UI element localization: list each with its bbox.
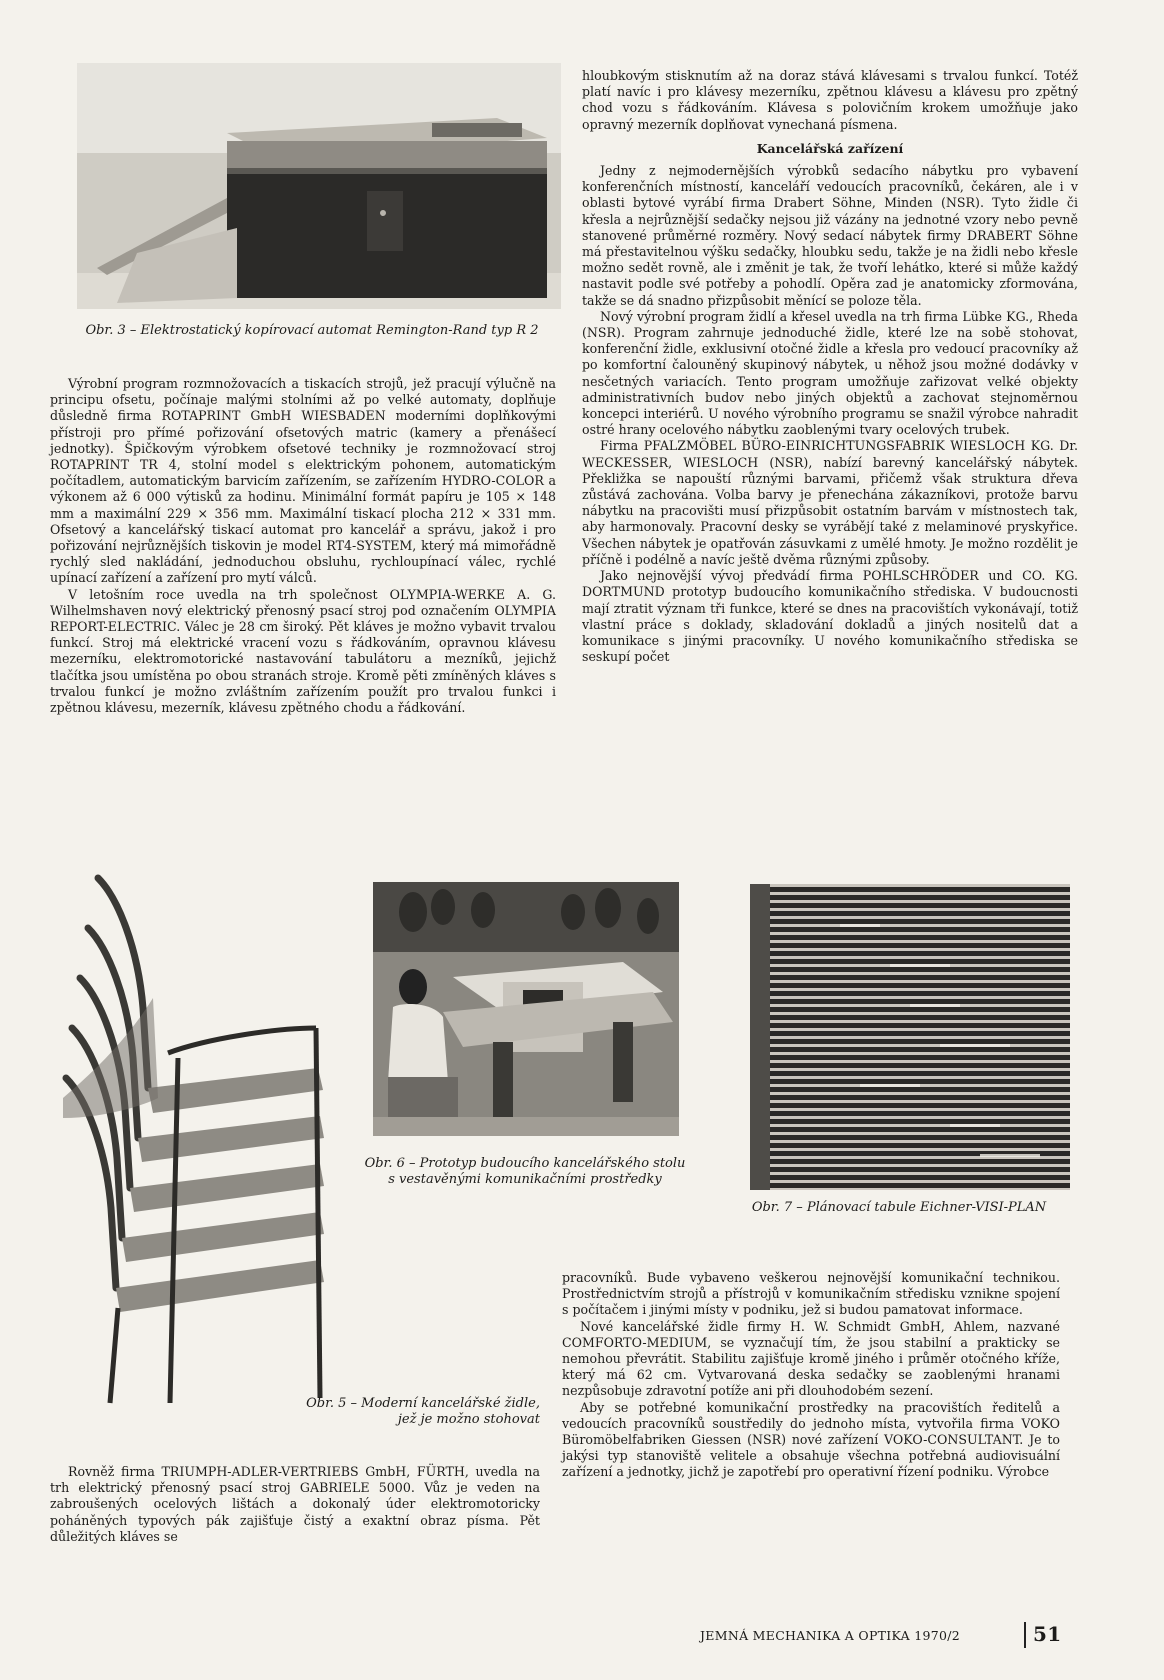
journal-name: JEMNÁ MECHANIKA A OPTIKA 1970/2: [700, 1628, 961, 1643]
page-footer: [700, 1620, 1120, 1650]
bottom-right-paragraph-1: pracovníků. Bude vybaveno veškerou nejnovější komunikační technikou. Prostřednictvím strojů a přístrojů v komunikačním středisku vznikne spojení s počítačem i jinými místy v podniku, jež si budou pamatovat informace.: [562, 1270, 1060, 1318]
figure-7-caption: Obr. 7 – Plánovací tabule Eichner-VISI-PLAN: [751, 1200, 1047, 1215]
figure-3-caption: Obr. 3 – Elektrostatický kopírovací automat Remington-Rand typ R 2: [85, 323, 539, 338]
right-column: [582, 68, 1078, 665]
figure-5-caption: Obr. 5 – Moderní kancelářské židle, jež je možno stohovat: [306, 1396, 540, 1427]
right-paragraph-4: Jako nejnovější vývoj předvádí firma POHLSCHRÖDER und CO. KG. DORTMUND prototyp budoucího komunikačního střediska. V budoucnosti mají ztratit význam tři funkce, které se dnes na pracovištích vykonávají, totiž vlastní práce s doklady, skladování dokladů a jiných nositelů dat a komunikace s jinými pracovníky. U nového komunikačního střediska se seskupí počet: [582, 568, 1078, 665]
left-column: [50, 376, 556, 716]
right-paragraph-3: Firma PFALZMÖBEL BÜRO-EINRICHTUNGSFABRIK WIESLOCH KG. Dr. WECKESSER, WIESLOCH (NSR), nabízí barevný kancelářský nábytek. Překližka se napouští různými barvami, přičemž však struktura dřeva zůstává zachována. Volba barvy je přenechána zákazníkovi, protože barvu nábytku na pracovišti musí přizpůsobit ostatním barvám v místnostech tak, aby harmonovaly. Pracovní desky se vyrábějí také z melaminové pryskyřice. Všechen nábytek je opatřován zásuvkami z umělé hmoty. Je možno rozdělit je příčně i podélně a navíc ještě dvěma různými způsoby.: [582, 438, 1078, 567]
bottom-left-paragraph: Rovněž firma TRIUMPH-ADLER-VERTRIEBS GmbH, FÜRTH, uvedla na trh elektrický přenosný psací stroj GABRIELE 5000. Vůz je veden na zabroušených ocelových lištách a dokonalý úder elektromotoricky poháněných typových pák zajišťuje čistý a exaktní obraz písma. Pět důležitých kláves se: [50, 1464, 540, 1544]
bottom-right-paragraph-3: Aby se potřebné komunikační prostředky na pracovištích ředitelů a vedoucích pracovníků soustředily do jednoho místa, vytvořila firma VOKO Büromöbelfabriken Giessen (NSR) nové zařízení VOKO-CONSULTANT. Je to jakýsi typ stanoviště velitele a obsahuje všechna potřebná audiovisuální zařízení a jednotky, jichž je zapotřebí pro operativní řízení podniku. Výrobce: [562, 1399, 1060, 1480]
figure-5-photo: [58, 868, 368, 1408]
figure-7-photo: [750, 884, 1070, 1190]
section-heading: Kancelářská zařízení: [756, 140, 904, 156]
left-paragraph-1: Výrobní program rozmnožovacích a tiskacích strojů, jež pracují výlučně na principu ofsetu, počínaje malými stolními až po velké automaty, doplňuje důsledně firma ROTAPRINT GmbH WIESBADEN moderními doplňkovými přístroji pro přímé pořizování ofsetových matric (kamery a přenášecí jednotky). Špičkovým výrobkem ofsetové techniky je rozmnožovací stroj ROTAPRINT TR 4, stolní model s elektrickým pohonem, automatickým počítadlem, automatickým barvicím zařízením, se zařízením HYDRO-COLOR a výkonem až 6 000 výtisků za hodinu. Minimální formát papíru je 105 × 148 mm a maximální 229 × 356 mm. Maximální tiskací plocha 212 × 331 mm. Ofsetový a kancelářský tiskací automat pro kancelář a správu, jakož i pro pořizování nejrůznějších tiskovin je model RT4-SYSTEM, který má mimořádně rychlý sled nakládání, jednoduchou obsluhu, rychloupínací válec, rychlé upínací zařízení a zařízení pro mytí válců.: [50, 376, 556, 586]
page-number: 51: [1033, 1622, 1062, 1646]
bottom-right-paragraph-2: Nové kancelářské židle firmy H. W. Schmidt GmbH, Ahlem, nazvané COMFORTO-MEDIUM, se vyznačují tím, že jsou stabilní a prakticky se nemohou převrátit. Stabilitu zajišťuje kromě jiného i průměr otočného kříže, který má 62 cm. Vytvarovaná deska sedačky se zaoblenými hranami nezpůsobuje zdravotní potíže ani při dlouhodobém sezení.: [562, 1318, 1060, 1399]
figure-3-photo: [77, 63, 561, 309]
figure-6-caption: Obr. 6 – Prototyp budoucího kancelářského stolu s vestavěnými komunikačními prostředky: [364, 1156, 686, 1187]
right-paragraph-2: Nový výrobní program židlí a křesel uvedla na trh firma Lübke KG., Rheda (NSR). Program zahrnuje jednoduché židle, které lze na sobě stohovat, konferenční židle, exklusivní otočné židle a křesla pro vedoucí pracovníky až po komfortní čalouněný skupinový nábytek, u něhož jsou možné dodávky v nesčetných variacích. Tento program umožňuje zařizovat velké objekty administrativních budov nebo jiných objektů a zachovat stejnoměrnou koncepci interiérů. U nového výrobního programu se snažil výrobce nahradit ostré hrany ocelového nábytku zaoblenými tvary ocelových trubek.: [582, 308, 1078, 438]
bottom-left-column: [50, 1464, 540, 1545]
figure-6-photo: [373, 882, 679, 1136]
bottom-right-column: [562, 1270, 1060, 1481]
left-paragraph-2: V letošním roce uvedla na trh společnost OLYMPIA-WERKE A. G. Wilhelmshaven nový elektrický přenosný psací stroj pod označením OLYMPIA REPORT-ELECTRIC. Válec je 28 cm široký. Pět kláves je možno vybavit trvalou funkcí. Stroj má elektrické vracení vozu s řádkováním, opravnou klávesu mezerníku, elektromotorické nastavování tabulátoru a mezníků, jejichž tlačítka jsou umístěna po obou stranách stroje. Kromě pěti zmíněných kláves s trvalou funkcí je možno zvláštním zařízením použít pro trvalou funkci i zpětnou klávesu, mezerník, klávesu zpětného chodu a řádkování.: [50, 586, 556, 716]
right-intro: hloubkovým stisknutím až na doraz stává klávesami s trvalou funkcí. Totéž platí navíc i pro klávesy mezerníku, zpětnou klávesu a klávesu pro zpětný chod vozu s řádkováním. Klávesa s polovičním krokem umožňuje jako opravný mezerník doplňovat vynechaná písmena.: [582, 68, 1078, 132]
right-paragraph-1: Jedny z nejmodernějších výrobků sedacího nábytku pro vybavení konferenčních místností, kanceláří vedoucích pracovníků, čekáren, ale i v oblasti bytové vyrábí firma Drabert Söhne, Minden (NSR). Tyto židle či křesla a nejrůznější sedačky nejsou již vázány na jednotné vzory nebo pevně stanovené průměrné rozměry. Nový sedací nábytek firmy DRABERT Söhne má přestavitelnou výšku sedačky, hloubku sedu, takže je na židli nebo křesle možno sedět rovně, ale i změnit je tak, že tvoří lehátko, které si může každý nastavit podle své potřeby a pohodlí. Opěra zad je anatomicky zformována, takže se dá snadno přizpůsobit měnící se poloze těla.: [582, 163, 1078, 308]
footer-divider: [1024, 1622, 1026, 1648]
